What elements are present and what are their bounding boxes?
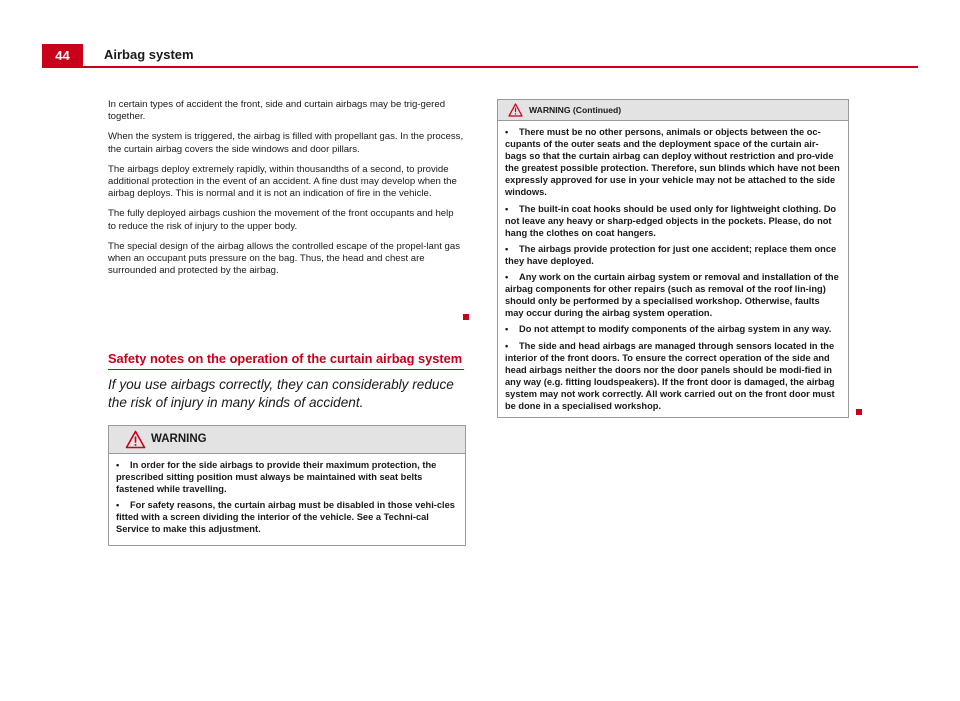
paragraph: When the system is triggered, the airbag is filled with propellant gas. In the process, the curtain airbag covers the side windows and door pillars. (108, 131, 464, 155)
warning-triangle-icon (125, 430, 146, 449)
page-number: 44 (42, 44, 83, 66)
bullet: • (505, 340, 509, 351)
bullet: • (505, 243, 509, 254)
warning-item: • There must be no other persons, animals or objects between the oc-cupants of the outer seats and the deployment space of the curtain air-bags so that the curtain airbag can deploy without restriction and pro-vide the greatest possible protection. Therefore, sun blinds which have not been expressly approved for use in your vehicle may not be attached to the side windows. (505, 127, 840, 198)
warning-item: • In order for the side airbags to provide their maximum protection, the prescribed sitting position must always be maintained with seat belts fastened while travelling. (116, 460, 437, 495)
warning-item: • The side and head airbags are managed through sensors located in the interior of the front doors. To ensure the correct operation of the side and head airbags neither the doors nor the door panels should be modi-fied in any way (e.g. fitting loudspeakers). If the front door is damaged, the airbag system may not work correctly. All work carried out on the front door must be done in a specialised workshop. (505, 340, 835, 411)
paragraph: In certain types of accident the front, side and curtain airbags may be trig-gered together. (108, 99, 446, 123)
warning-item: • The built-in coat hooks should be used only for lightweight clothing. Do not leave any heavy or sharp-edged objects in the pockets. Please, do not hang the clothes on coat hangers. (505, 203, 837, 238)
warning-item: • Do not attempt to modify components of the airbag system in any way. (505, 324, 832, 335)
warning-heading: WARNING (151, 433, 207, 445)
paragraph: The special design of the airbag allows the controlled escape of the propel-lant gas when an occupant puts pressure on the bag. Thus, the head and chest are surrounded and protected by the airbag. (108, 240, 460, 277)
bullet: • (505, 272, 509, 283)
page-header (42, 44, 918, 68)
warning-box-continued (497, 99, 849, 418)
warning-body (498, 121, 848, 417)
section-intro: If you use airbags correctly, they can considerably reduce the risk of injury in many kinds of accident. (108, 377, 454, 410)
bullet: • (505, 127, 509, 137)
warning-triangle-icon (508, 103, 523, 117)
warning-header (109, 426, 465, 454)
bullet: • (116, 460, 120, 470)
bullet: • (505, 203, 509, 214)
warning-body (109, 454, 465, 545)
warning-heading: WARNING (Continued) (529, 105, 622, 115)
section-end-marker (463, 314, 469, 320)
bullet: • (116, 500, 120, 511)
section-title: Safety notes on the operation of the curtain airbag system (108, 351, 464, 370)
warning-item: • Any work on the curtain airbag system or removal and installation of the airbag components for other repairs (such as removal of the roof lin-ing) should only be performed by a specialised workshop. Otherwise, faults may occur during the airbag system operation. (505, 272, 839, 319)
section-end-marker (856, 409, 862, 415)
bullet: • (505, 324, 509, 335)
left-column (108, 99, 464, 285)
chapter-title: Airbag system (104, 47, 194, 62)
warning-header (498, 100, 848, 121)
paragraph: The fully deployed airbags cushion the movement of the front occupants and help to reduce the risk of injury to the upper body. (108, 208, 454, 232)
warning-box (108, 425, 466, 546)
paragraph: The airbags deploy extremely rapidly, within thousandths of a second, to provide additional protection in the event of an accident. A fine dust may develop when the airbag deploys. This is normal and it is not an indication of fire in the vehicle. (108, 163, 457, 200)
warning-item: • For safety reasons, the curtain airbag must be disabled in those vehi-cles fitted with a screen dividing the interior of the vehicle. See a Techni-cal Service to make this adjustment. (116, 500, 455, 535)
warning-item: • The airbags provide protection for just one accident; replace them once they have deployed. (505, 243, 837, 266)
